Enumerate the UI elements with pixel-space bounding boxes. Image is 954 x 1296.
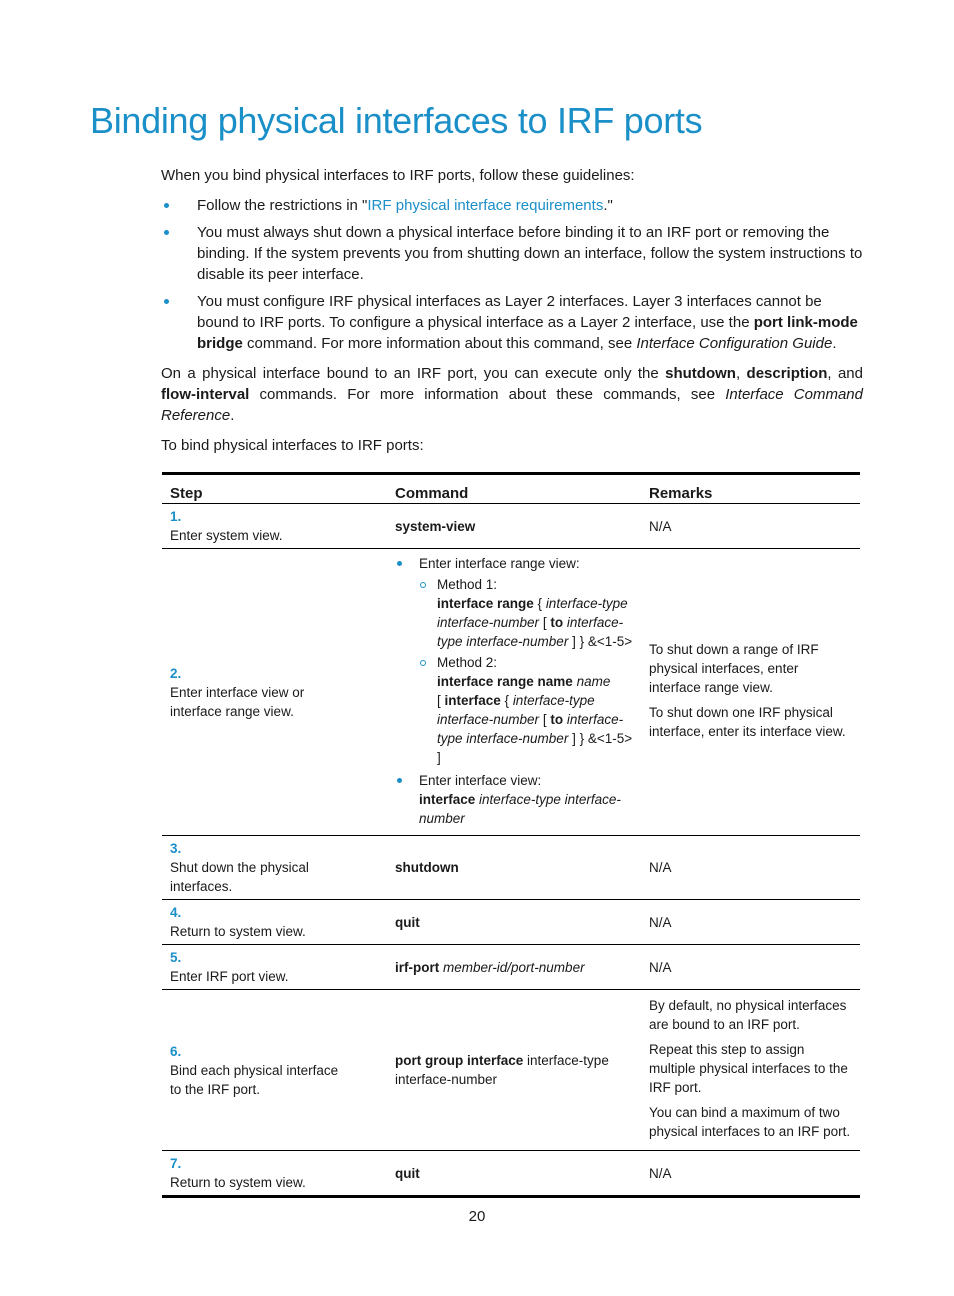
guideline-item: You must always shut down a physical interface before binding it to an IRF port or removing the binding. If the system prevents you from shutting down an interface, follow the system instructions to disable its peer interface. (161, 222, 863, 285)
procedure-intro: To bind physical interfaces to IRF ports: (161, 437, 424, 454)
bullet-icon (164, 299, 169, 304)
reference-text: Interface Configuration Guide (636, 335, 833, 352)
table-row: 7.Return to system view. quit N/A (170, 1156, 672, 1190)
bullet-icon (397, 778, 402, 783)
sub-bullet-icon (420, 660, 426, 666)
table-row: 5.Enter IRF port view. irf-port member-id/port-number N/A (162, 945, 860, 990)
guideline-item: Follow the restrictions in "IRF physical interface requirements." (161, 195, 863, 216)
command-text: port link-mode bridge (197, 314, 858, 352)
table-row: 3.Shut down the physical interfaces. shutdown N/A (162, 836, 860, 900)
table-row: 6.Bind each physical interface to the IRF port. port group interface interface-type interface-number By default, no physical interfaces are bound to an IRF port. Repeat this step to assign multiple physical interfaces to the IRF port. You can bind a maximum of two physical interfaces to an IRF port. (162, 990, 860, 1151)
bullet-icon (397, 561, 402, 566)
body-content (161, 165, 863, 465)
header-remarks: Remarks (641, 474, 860, 504)
bullet-icon (164, 230, 169, 235)
table-header-row (162, 474, 860, 504)
table-row: 1.Enter system view. system-view N/A (162, 504, 860, 549)
table-row: 2.Enter interface view or interface range view. Enter interface range view: Method 1: interface range { interface-type interface-number [ to interface-type interface-number ] } &<1-5> Method 2: interface range name name [ interface { interface-type interface-number [ to interface-type interface-number ] } &<1-5> ] Enter interface view: interface interface-type interface-number To shut down a range of IRF physical interfaces, enter interface range view. To shut down one IRF physical interface, enter its interface view. (162, 549, 860, 836)
guideline-item: You must configure IRF physical interfaces as Layer 2 interfaces. Layer 3 interfaces cannot be bound to IRF ports. To configure a physical interface as a Layer 2 interface, use the port link-mode bridge command. For more information about this command, see Interface Configuration Guide. (161, 291, 863, 354)
page-number: 20 (468, 1208, 486, 1225)
sub-bullet-icon (420, 582, 426, 588)
header-command: Command (387, 474, 641, 504)
command-options-list: Enter interface range view: Method 1: interface range { interface-type interface-number [ to interface-type interface-number ] } &<1-5> Method 2: interface range name name [ interface { interface-type interface-number [ to interface-type interface-number ] } &<1-5> ] Enter interface view: interface interface-type interface-number (395, 554, 633, 828)
table-row: 4.Return to system view. quit N/A (162, 900, 860, 945)
commands-paragraph: On a physical interface bound to an IRF port, you can execute only the shutdown, description, and flow-interval commands. For more information about these commands, see Interface Command Reference. (161, 365, 863, 424)
steps-table (162, 472, 860, 1198)
header-step: Step (162, 474, 387, 504)
irf-requirements-link[interactable]: IRF physical interface requirements (367, 197, 604, 214)
bullet-icon (164, 203, 169, 208)
guidelines-list (161, 195, 863, 354)
page-title: Binding physical interfaces to IRF ports (90, 100, 703, 141)
intro-paragraph: When you bind physical interfaces to IRF ports, follow these guidelines: (161, 167, 635, 184)
